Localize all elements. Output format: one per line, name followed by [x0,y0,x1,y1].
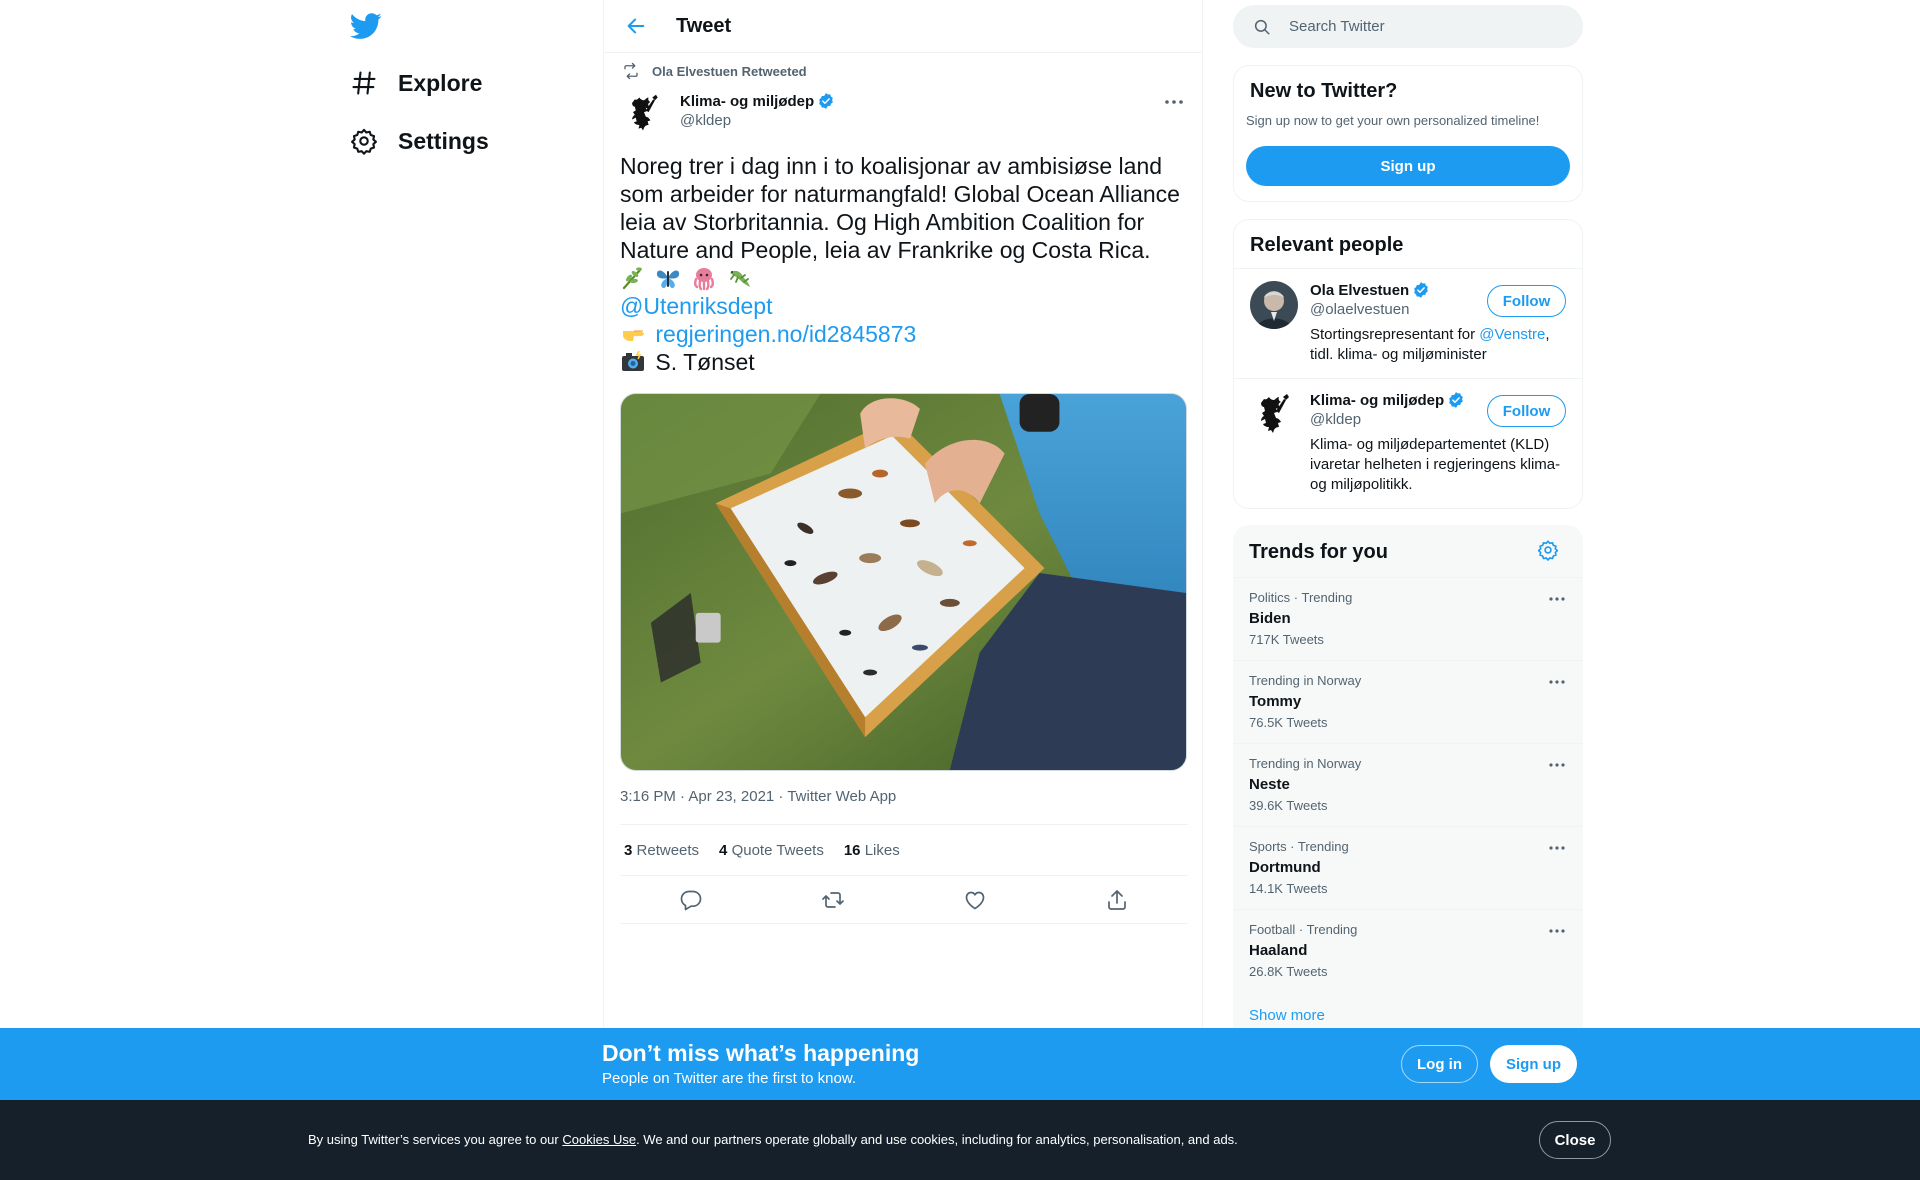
cookie-consent-bar [0,1100,1920,1180]
banner-subtitle: People on Twitter are the first to know. [602,1070,857,1087]
source-app[interactable]: Twitter Web App [787,788,897,805]
trend-item[interactable] [1233,743,1583,826]
retweet-icon [622,62,640,80]
cookie-text [308,1132,1238,1147]
external-link[interactable]: regjeringen.no/id2845873 [655,321,917,347]
tweet-stats [620,824,1188,876]
lion-crest-avatar[interactable] [620,90,668,138]
trend-context: Football · Trending [1249,922,1358,937]
sidebar-sign-up-button[interactable]: Sign up [1246,146,1570,186]
tweet-text [620,152,1190,376]
retweets-count: 3 [624,841,633,859]
nav-label-explore: Explore [398,69,483,96]
author-name: Klima- og miljødep [680,92,815,110]
more-dots-icon[interactable] [1547,756,1567,774]
trend-name: Tommy [1249,693,1302,710]
relevant-person[interactable] [1234,378,1582,508]
person-name: Ola Elvestuen [1310,281,1410,299]
verified-badge-icon [1447,391,1465,409]
gear-icon [350,127,378,155]
octopus-icon [691,265,717,291]
likes-stat[interactable] [844,842,900,859]
back-button[interactable] [618,8,654,44]
camera-flash-icon [620,349,646,375]
search-box[interactable] [1233,5,1583,48]
photo-credit: S. Tønset [655,349,755,375]
person-bio [1310,325,1570,365]
trend-context: Sports · Trending [1249,839,1349,854]
person-name: Klima- og miljødep [1310,391,1445,409]
pointing-right-icon [620,321,646,347]
trend-context: Trending in Norway [1249,673,1362,688]
share-icon[interactable] [1105,888,1129,912]
insect-display-case-image [621,394,1186,770]
tweet-body: Noreg trer i dag inn i to koalisjonar av ambisiøse land som arbeider for naturmangfald! Global Ocean Alliance leia av Storbritannia. Og High Ambition Coalition for Nature and People, leia av Frankrike og Costa Rica. [620,153,1180,263]
likes-label: Likes [864,841,900,859]
follow-button[interactable]: Follow [1487,285,1566,317]
retweet-context-label: Ola Elvestuen Retweeted [652,63,807,79]
main-header [604,0,1202,53]
trend-context: Politics · Trending [1249,590,1353,605]
author-handle: @kldep [680,112,732,129]
more-dots-icon [1162,92,1186,112]
lizard-icon [726,265,752,291]
nav-label-settings: Settings [398,127,489,154]
likes-count: 16 [843,841,861,859]
more-dots-icon[interactable] [1547,922,1567,940]
trend-count: 717K Tweets [1249,632,1324,647]
trend-item[interactable] [1233,826,1583,909]
nav-item-explore[interactable] [350,57,482,109]
tweet-author[interactable] [620,90,835,138]
tweet-timestamp [620,788,896,805]
tweet-emoji-row [620,264,1190,292]
hashtag-icon [350,69,378,97]
verified-badge-icon [817,92,835,110]
person-bio: Klima- og miljødepartementet (KLD) ivaretar helheten i regjeringens klima- og miljøpolitikk. [1310,436,1561,493]
trend-count: 26.8K Tweets [1249,964,1328,979]
herb-icon [620,265,646,291]
cookie-text-start: By using Twitter’s services you agree to our [308,1132,563,1147]
arrow-left-icon [625,15,647,37]
twitter-logo-icon[interactable] [350,10,382,42]
ola-elvestuen-avatar[interactable] [1250,281,1298,329]
trends-card [1233,525,1583,1045]
person-handle: @olaelvestuen [1310,301,1410,318]
retweet-action-icon[interactable] [821,888,845,912]
trend-name: Biden [1249,610,1291,627]
quote-tweets-stat[interactable] [719,842,824,859]
tweet-more-button[interactable] [1162,92,1186,112]
mention-link[interactable]: @Utenriksdept [620,293,773,319]
relevant-people-title: Relevant people [1250,234,1404,256]
signup-banner [0,1028,1920,1100]
cookie-text-end: . We and our partners operate globally and use cookies, including for analytics, personalisation, and ads. [636,1132,1238,1147]
banner-title: Don’t miss what’s happening [602,1040,920,1066]
person-handle: @kldep [1310,411,1362,428]
sign-up-button[interactable]: Sign up [1490,1045,1577,1083]
quotes-label: Quote Tweets [731,841,824,859]
bio-mention-link[interactable]: @Venstre [1479,326,1546,343]
tweet-photo[interactable] [620,393,1187,771]
like-heart-icon[interactable] [963,888,987,912]
new-to-twitter-card [1233,65,1583,202]
butterfly-icon [655,265,681,291]
trends-title: Trends for you [1249,541,1388,563]
trend-context: Trending in Norway [1249,756,1362,771]
trend-item[interactable] [1233,909,1583,992]
relevant-person[interactable] [1234,268,1582,378]
trend-count: 39.6K Tweets [1249,798,1328,813]
reply-icon[interactable] [679,888,703,912]
verified-badge-icon [1412,281,1430,299]
trends-settings-gear-icon[interactable] [1537,539,1559,561]
quotes-count: 4 [719,841,728,859]
retweet-context[interactable] [620,62,807,80]
retweets-stat[interactable] [624,842,699,859]
trend-name: Dortmund [1249,859,1321,876]
trend-item[interactable] [1233,660,1583,743]
relevant-people-card [1233,219,1583,509]
trend-name: Haaland [1249,942,1308,959]
follow-button[interactable]: Follow [1487,395,1566,427]
bio-text-end: , tidl. klima- og miljøminister [1310,326,1550,363]
trend-name: Neste [1249,776,1290,793]
log-in-button[interactable]: Log in [1401,1045,1478,1083]
show-more-link[interactable]: Show more [1249,1007,1325,1024]
trend-count: 14.1K Tweets [1249,881,1328,896]
search-input[interactable] [1289,18,1549,35]
more-dots-icon[interactable] [1547,590,1567,608]
bio-text: Stortingsrepresentant for [1310,326,1480,343]
retweets-label: Retweets [636,841,700,859]
main-column [603,0,1203,1180]
more-dots-icon[interactable] [1547,673,1567,691]
more-dots-icon[interactable] [1547,839,1567,857]
timestamp-text[interactable]: 3:16 PM · Apr 23, 2021 · [620,788,788,805]
tweet-actions [620,876,1188,924]
search-icon [1253,18,1271,36]
nav-item-settings[interactable] [350,115,489,167]
page-title: Tweet [676,14,732,37]
lion-crest-avatar[interactable] [1250,391,1298,439]
trend-item[interactable] [1233,577,1583,660]
new-to-twitter-title: New to Twitter? [1250,80,1398,102]
trend-count: 76.5K Tweets [1249,715,1328,730]
cookie-close-button[interactable]: Close [1539,1121,1611,1159]
cookies-use-link[interactable]: Cookies Use [562,1132,637,1147]
new-to-twitter-subtitle: Sign up now to get your own personalized timeline! [1246,113,1540,128]
